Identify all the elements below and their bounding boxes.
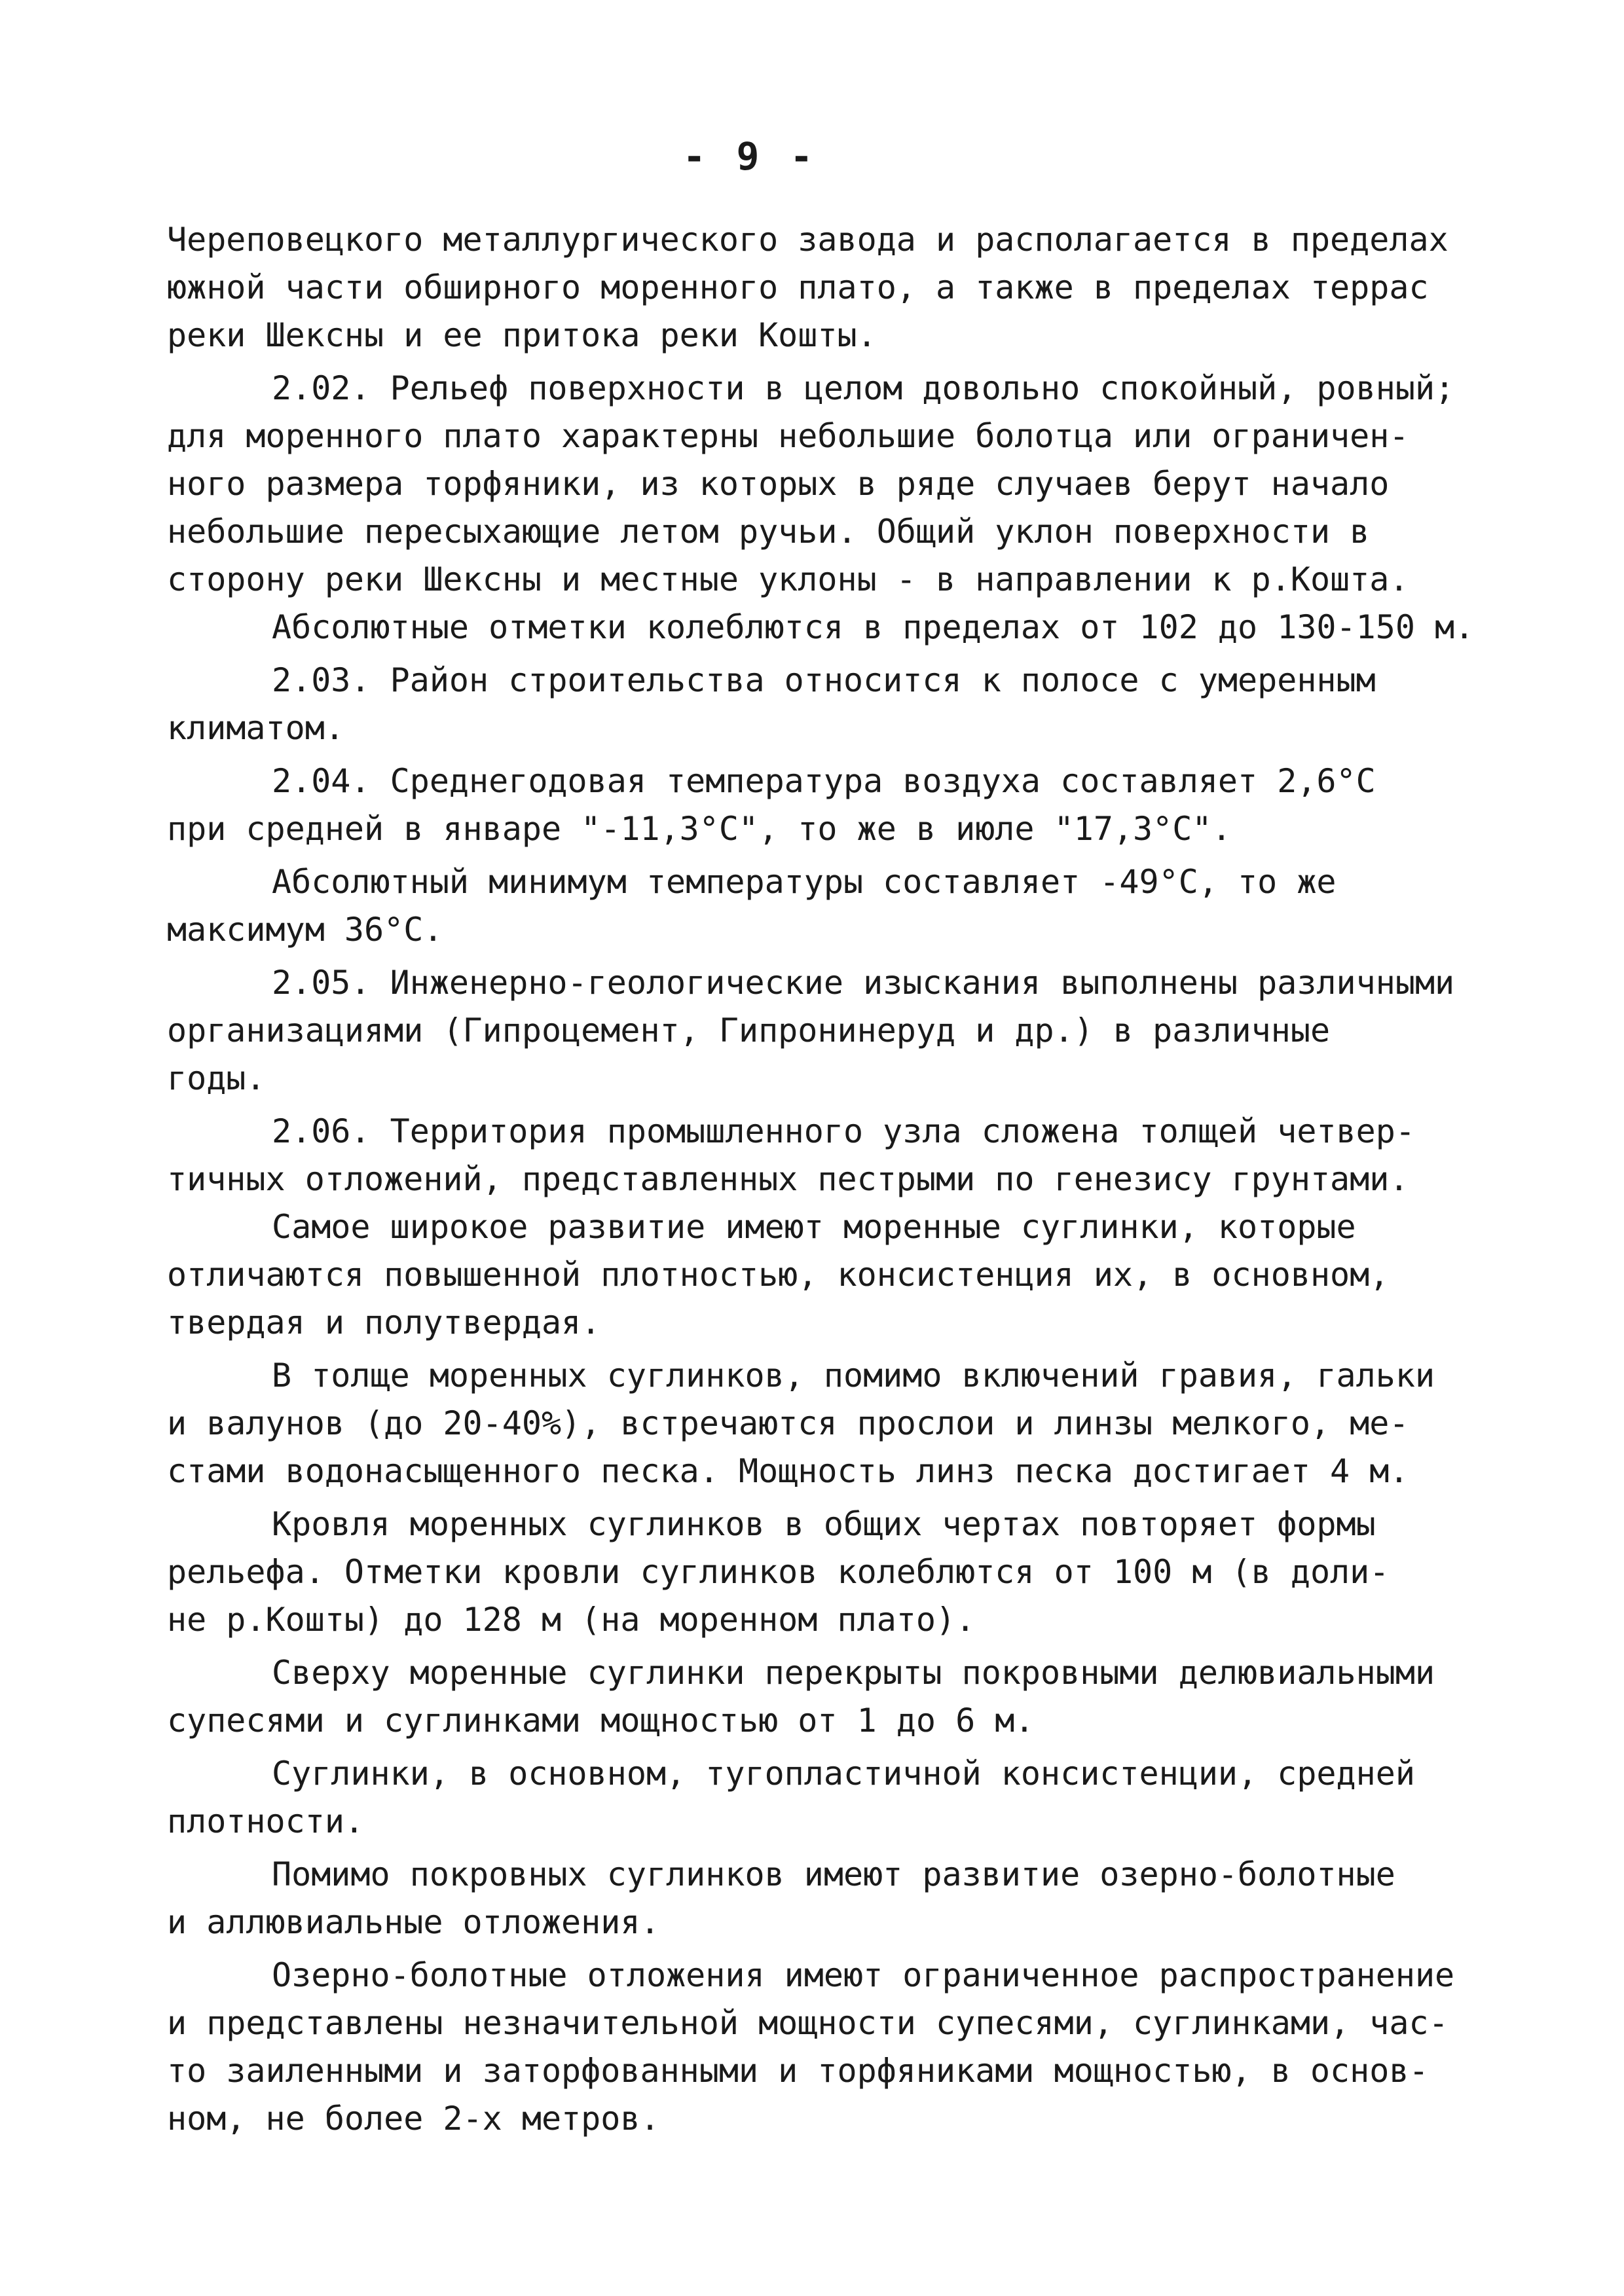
paragraph-start: Суглинки, в основном, тугопластичной консистенции, средней xyxy=(272,1755,1415,1793)
paragraph-2-02-start: 2.02. Рельеф поверхности в целом довольно спокойный, ровный; xyxy=(272,369,1455,407)
paragraph-start: Кровля моренных суглинков в общих чертах повторяет формы xyxy=(272,1505,1376,1543)
text-line: супесями и суглинками мощностью от 1 до 6 м. xyxy=(167,1702,1035,1740)
text-line: и аллювиальные отложения. xyxy=(167,1903,660,1941)
text-line: и представлены незначительной мощности супесями, суглинками, час- xyxy=(167,2004,1449,2042)
page-number: - 9 - xyxy=(682,134,817,179)
paragraph-2-06-start: 2.06. Территория промышленного узла сложена толщей четвер- xyxy=(272,1112,1415,1150)
paragraph-start: Абсолютные отметки колеблются в пределах от 102 до 130-150 м. xyxy=(272,608,1475,646)
paragraph-2-04-start: 2.04. Среднегодовая температура воздуха составляет 2,6°С xyxy=(272,762,1376,800)
text-line: сторону реки Шексны и местные уклоны - в направлении к р.Кошта. xyxy=(167,560,1409,598)
text-line: организациями (Гипроцемент, Гипронинеруд и др.) в различные xyxy=(167,1011,1331,1049)
text-line: годы. xyxy=(167,1059,266,1097)
text-line: южной части обширного моренного плато, а также в пределах террас xyxy=(167,268,1429,306)
text-line: Череповецкого металлургического завода и располагается в пределах xyxy=(167,221,1449,259)
text-line: при средней в январе "-11,3°С", то же в июле "17,3°С". xyxy=(167,810,1232,848)
text-line: твердая и полутвердая. xyxy=(167,1303,601,1341)
text-line: и валунов (до 20-40%), встречаются прослои и линзы мелкого, ме- xyxy=(167,1404,1409,1442)
paragraph-start: Помимо покровных суглинков имеют развитие озерно-болотные xyxy=(272,1855,1395,1893)
text-line: максимум 36°С. xyxy=(167,911,443,949)
paragraph-start: Озерно-болотные отложения имеют ограниченное распространение xyxy=(272,1956,1455,1994)
text-line: для моренного плато характерны небольшие болотца или ограничен- xyxy=(167,417,1409,455)
text-line: плотности. xyxy=(167,1802,365,1840)
document-body xyxy=(167,216,1490,2143)
text-line: то заиленными и заторфованными и торфяниками мощностью, в основ- xyxy=(167,2052,1429,2090)
text-line: небольшие пересыхающие летом ручьи. Общий уклон поверхности в xyxy=(167,513,1370,551)
text-line: ного размера торфяники, из которых в ряде случаев берут начало xyxy=(167,465,1390,503)
paragraph-start: Самое широкое развитие имеют моренные суглинки, которые xyxy=(272,1208,1356,1246)
text-line: не р.Кошты) до 128 м (на моренном плато). xyxy=(167,1601,976,1639)
text-line: ном, не более 2-х метров. xyxy=(167,2100,660,2138)
paragraph-start: Сверху моренные суглинки перекрыты покровными делювиальными xyxy=(272,1654,1435,1692)
text-line: климатом. xyxy=(167,709,344,747)
text-line: рельефа. Отметки кровли суглинков колеблются от 100 м (в доли- xyxy=(167,1553,1390,1591)
paragraph-start: Абсолютный минимум температуры составляет -49°С, то же xyxy=(272,863,1337,901)
text-line: тичных отложений, представленных пестрыми по генезису грунтами. xyxy=(167,1160,1409,1198)
paragraph-2-03-start: 2.03. Район строительства относится к полосе с умеренным xyxy=(272,661,1376,699)
text-line: отличаются повышенной плотностью, консистенция их, в основном, xyxy=(167,1256,1390,1294)
text-line: реки Шексны и ее притока реки Кошты. xyxy=(167,316,877,354)
text-line: стами водонасыщенного песка. Мощность линз песка достигает 4 м. xyxy=(167,1452,1409,1490)
paragraph-start: В толще моренных суглинков, помимо включений гравия, гальки xyxy=(272,1357,1435,1394)
paragraph-2-05-start: 2.05. Инженерно-геологические изыскания выполнены различными xyxy=(272,964,1455,1002)
